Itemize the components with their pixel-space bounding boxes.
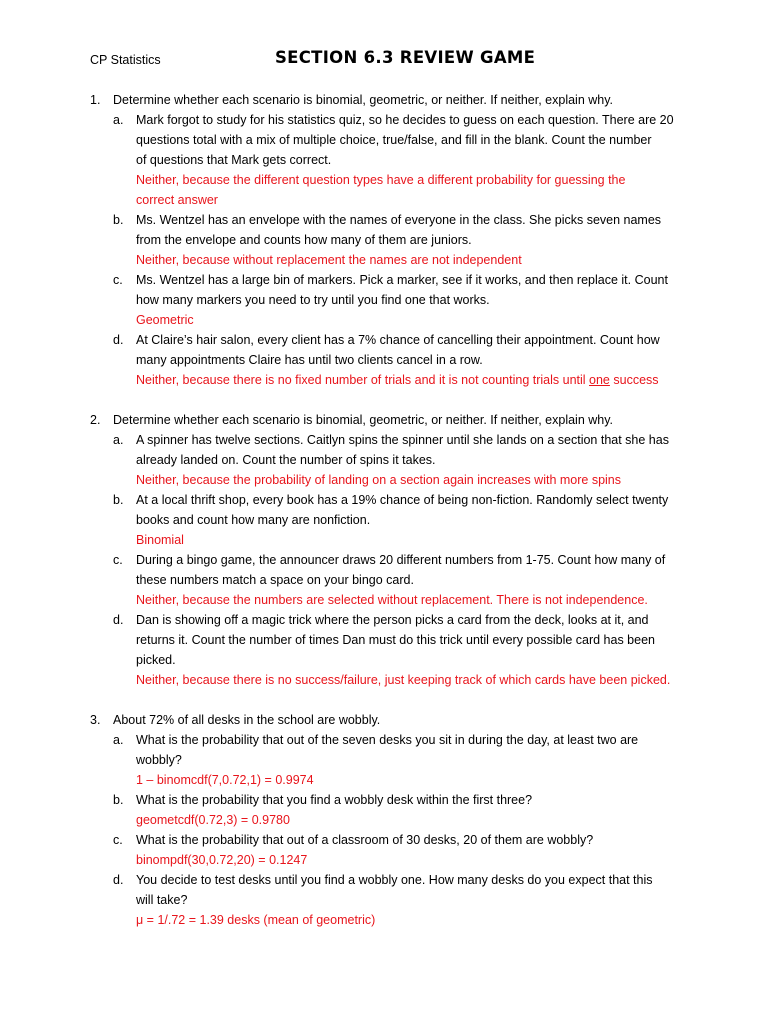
question-3d [0,870,768,890]
item-letter: a. [113,113,124,127]
answer-text: Neither, because the numbers are selected without replacement. There is not independence. [136,593,648,607]
question-3a [0,730,768,750]
question-prompt: Determine whether each scenario is binomial, geometric, or neither. If neither, explain why. [113,413,614,427]
item-letter: a. [113,433,124,447]
item-text: You decide to test desks until you find a wobbly one. How many desks do you expect that this [136,873,653,887]
item-text: picked. [136,653,176,667]
item-letter: b. [113,493,124,507]
answer-text: μ = 1/.72 = 1.39 desks (mean of geometric) [136,913,376,927]
item-text: What is the probability that you find a wobbly desk within the first three? [136,793,533,807]
question-3 [0,710,768,730]
item-text: A spinner has twelve sections. Caitlyn spins the spinner until she lands on a section that she has [136,433,669,447]
answer-text-end: success [609,373,659,387]
item-text: What is the probability that out of a classroom of 30 desks, 20 of them are wobbly? [136,833,594,847]
question-prompt: About 72% of all desks in the school are wobbly. [113,713,381,727]
question-2b [0,490,768,510]
answer-text: 1 – binomcdf(7,0.72,1) = 0.9974 [136,773,314,787]
question-2c [0,550,768,570]
item-text: already landed on. Count the number of spins it takes. [136,453,436,467]
item-text: these numbers match a space on your bingo card. [136,573,414,587]
answer-text: Geometric [136,313,194,327]
question-1d [0,330,768,350]
item-text: What is the probability that out of the seven desks you sit in during the day, at least two are [136,733,639,747]
item-text: questions total with a mix of multiple choice, true/false, and fill in the blank. Count the number [136,133,652,147]
question-number: 3. [90,713,101,727]
question-prompt: Determine whether each scenario is binomial, geometric, or neither. If neither, explain why. [113,93,614,107]
question-3b [0,790,768,810]
answer-text [0,370,768,390]
item-text: At Claire’s hair salon, every client has a 7% chance of cancelling their appointment. Count how [136,333,660,347]
page-title: SECTION 6.3 REVIEW GAME [275,48,536,67]
answer-text: binompdf(30,0.72,20) = 0.1247 [136,853,308,867]
item-letter: c. [113,273,123,287]
item-letter: d. [113,873,124,887]
item-text: During a bingo game, the announcer draws 20 different numbers from 1-75. Count how many of [136,553,666,567]
question-1a [0,110,768,130]
item-text: from the envelope and counts how many of them are juniors. [136,233,472,247]
question-3c [0,830,768,850]
item-text: many appointments Claire has until two clients cancel in a row. [136,353,483,367]
answer-text: geometcdf(0.72,3) = 0.9780 [136,813,290,827]
answer-text: Binomial [136,533,184,547]
course-name: CP Statistics [90,53,161,67]
question-2 [0,410,768,430]
question-1 [0,90,768,110]
item-letter: c. [113,833,123,847]
question-1c [0,270,768,290]
question-number: 2. [90,413,101,427]
item-text: Ms. Wentzel has an envelope with the names of everyone in the class. She picks seven names [136,213,662,227]
item-text: Mark forgot to study for his statistics quiz, so he decides to guess on each question. There are 20 [136,113,674,127]
question-2a [0,430,768,450]
question-1b [0,210,768,230]
item-letter: b. [113,213,124,227]
answer-text: Neither, because without replacement the names are not independent [136,253,522,267]
item-letter: c. [113,553,123,567]
question-2d [0,610,768,630]
item-letter: a. [113,733,124,747]
item-text: At a local thrift shop, every book has a 19% chance of being non-fiction. Randomly select twenty [136,493,669,507]
underlined-word: one [589,373,610,387]
answer-text: Neither, because the different question types have a different probability for guessing the [136,173,626,187]
item-text: wobbly? [136,753,182,767]
page-header [90,50,730,74]
answer-text-start: Neither, because there is no fixed number of trials and it is not counting trials until [136,373,590,387]
item-letter: d. [113,613,124,627]
item-text: books and count how many are nonfiction. [136,513,371,527]
question-number: 1. [90,93,101,107]
item-text: Dan is showing off a magic trick where the person picks a card from the deck, looks at it, and [136,613,649,627]
item-text: returns it. Count the number of times Dan must do this trick until every possible card has been [136,633,655,647]
item-text: how many markers you need to try until you find one that works. [136,293,490,307]
item-text: of questions that Mark gets correct. [136,153,332,167]
answer-text: Neither, because the probability of landing on a section again increases with more spins [136,473,622,487]
item-text: will take? [136,893,188,907]
answer-text: correct answer [136,193,218,207]
item-text: Ms. Wentzel has a large bin of markers. Pick a marker, see if it works, and then replace it. Count [136,273,668,287]
answer-text: Neither, because there is no success/failure, just keeping track of which cards have been picked. [136,673,671,687]
item-letter: b. [113,793,124,807]
worksheet-body [0,90,768,930]
item-letter: d. [113,333,124,347]
